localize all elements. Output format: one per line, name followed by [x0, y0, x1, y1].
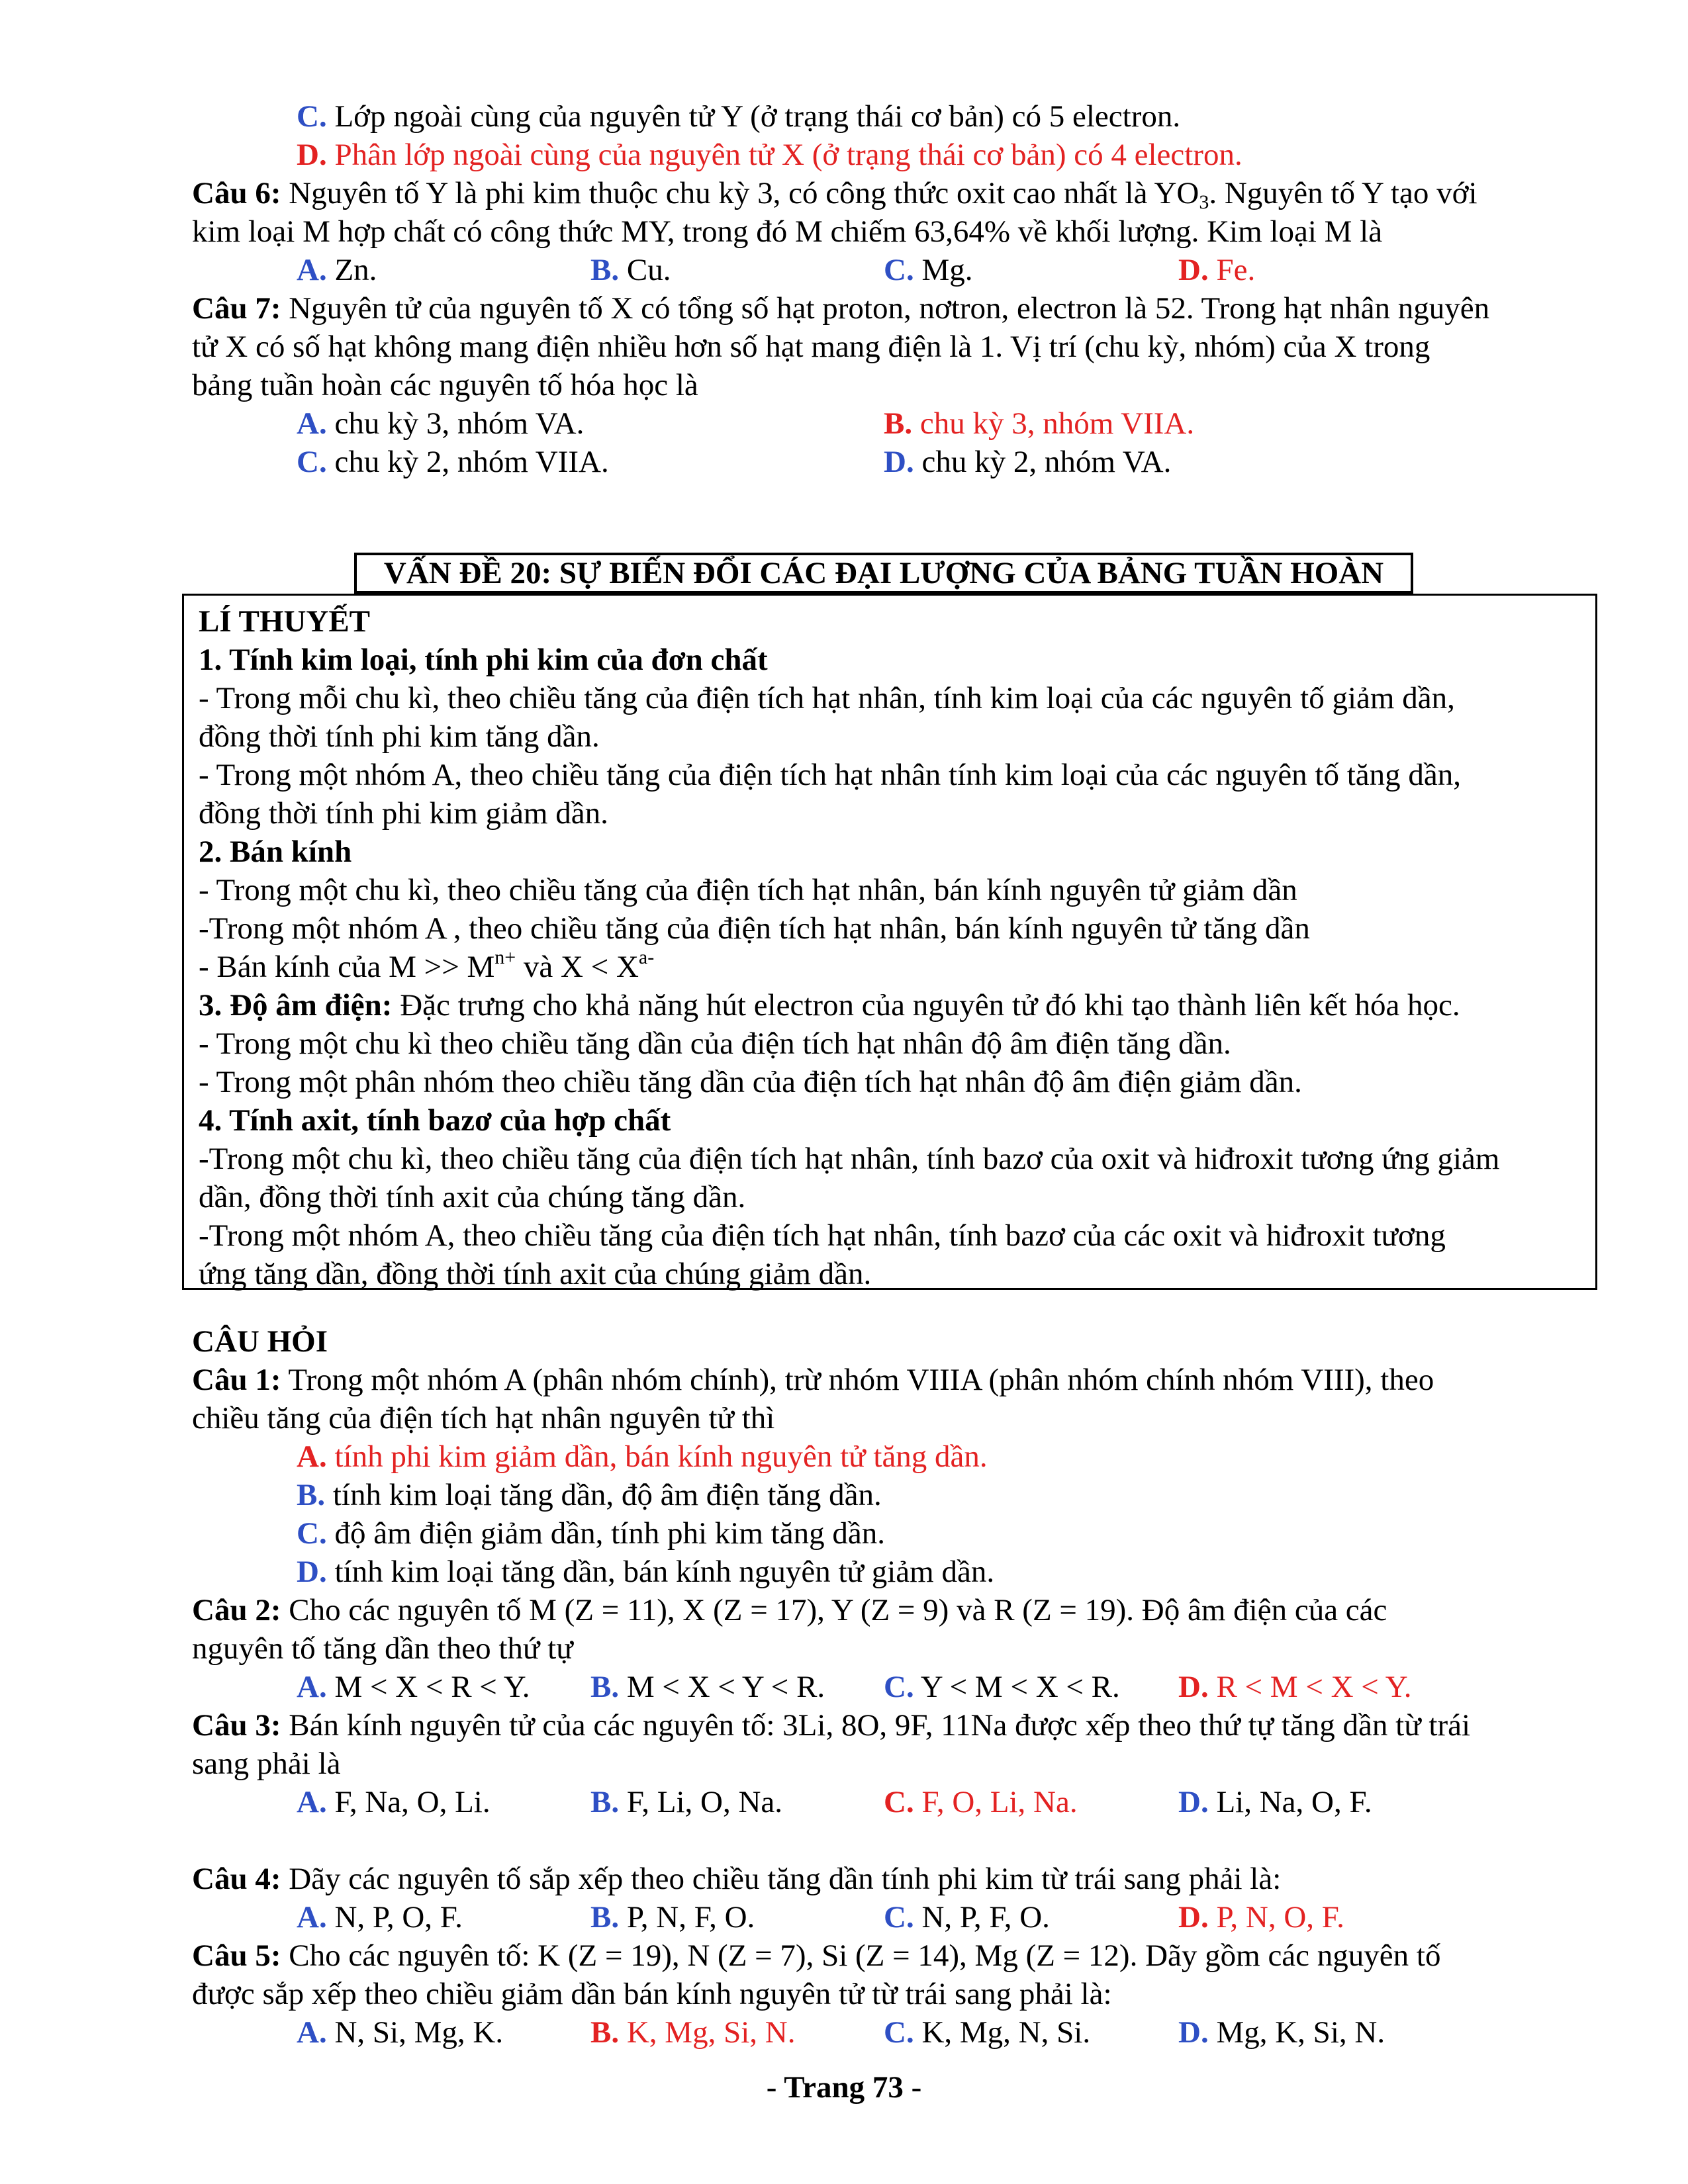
q2-option-c: C. Y < M < X < R.: [884, 1670, 1120, 1704]
theory-h3: 3. Độ âm điện: Đặc trưng cho khả năng hút electron của nguyên tử đó khi tạo thành liên kết hóa học.: [199, 988, 1460, 1023]
q2-option-a: A. M < X < R < Y.: [297, 1670, 530, 1704]
q6-prev-option-a: A. Zn.: [297, 253, 377, 287]
theory-p2c: - Bán kính của $M >> M^{n+}$ và $X < X^{a-}$: [199, 946, 655, 984]
page-footer: - Trang 73 -: [766, 2070, 922, 2105]
q5-prev-option-d: D. Phân lớp ngoài cùng của nguyên tử X (ở trạng thái cơ bản) có 4 electron.: [297, 138, 1243, 172]
q5-option-b: B. K, Mg, Si, N.: [590, 2015, 796, 2050]
q1-option-c: C. độ âm điện giảm dần, tính phi kim tăng dần.: [297, 1516, 885, 1551]
q1-option-b: B. tính kim loại tăng dần, độ âm điện tăng dần.: [297, 1478, 882, 1512]
q3-stem-line2: sang phải là: [192, 1747, 341, 1781]
theory-p4c: -Trong một nhóm A, theo chiều tăng của điện tích hạt nhân, tính bazơ của các oxit và hiđroxit tương: [199, 1218, 1446, 1253]
q1-stem: Câu 1: Trong một nhóm A (phân nhóm chính), trừ nhóm VIIIA (phân nhóm chính nhóm VIII), theo: [192, 1363, 1434, 1397]
q2-stem: Câu 2: Cho các nguyên tố M (Z = 11), X (Z = 17), Y (Z = 9) và R (Z = 19). Độ âm điện của các: [192, 1593, 1387, 1627]
q6-prev-option-c: C. Mg.: [884, 253, 973, 287]
theory-h1: 1. Tính kim loại, tính phi kim của đơn chất: [199, 643, 768, 677]
theory-p1b: đồng thời tính phi kim tăng dần.: [199, 719, 600, 754]
q1-option-a: A. tính phi kim giảm dần, bán kính nguyên tử tăng dần.: [297, 1439, 988, 1474]
q4-option-b: B. P, N, F, O.: [590, 1900, 755, 1934]
questions-heading: CÂU HỎI: [192, 1324, 328, 1359]
q7-prev-stem: Câu 7: Nguyên tử của nguyên tố X có tổng số hạt proton, nơtron, electron là 52. Trong hạt nhân nguyên: [192, 291, 1490, 326]
q1-option-d: D. tính kim loại tăng dần, bán kính nguyên tử giảm dần.: [297, 1555, 995, 1589]
theory-p2b: -Trong một nhóm A , theo chiều tăng của điện tích hạt nhân, bán kính nguyên tử tăng dần: [199, 911, 1310, 946]
q5-stem: Câu 5: Cho các nguyên tố: K (Z = 19), N (Z = 7), Si (Z = 14), Mg (Z = 12). Dãy gồm các nguyên tố: [192, 1938, 1441, 1973]
q7-prev-option-c: C. chu kỳ 2, nhóm VIIA.: [297, 445, 609, 479]
theory-p1c: - Trong một nhóm A, theo chiều tăng của điện tích hạt nhân tính kim loại của các nguyên tố tăng dần,: [199, 758, 1462, 792]
q3-option-a: A. F, Na, O, Li.: [297, 1785, 491, 1819]
theory-heading: LÍ THUYẾT: [199, 604, 371, 639]
q4-option-c: C. N, P, F, O.: [884, 1900, 1050, 1934]
q4-option-a: A. N, P, O, F.: [297, 1900, 463, 1934]
theory-h2: 2. Bán kính: [199, 835, 352, 869]
q5-option-c: C. K, Mg, N, Si.: [884, 2015, 1091, 2050]
q4-option-d: D. P, N, O, F.: [1178, 1900, 1344, 1934]
q5-option-d: D. Mg, K, Si, N.: [1178, 2015, 1385, 2050]
q5-stem-line2: được sắp xếp theo chiều giảm dần bán kính nguyên tử từ trái sang phải là:: [192, 1977, 1112, 2011]
q5-prev-option-c: C. Lớp ngoài cùng của nguyên tử Y (ở trạng thái cơ bản) có 5 electron.: [297, 99, 1181, 134]
q2-option-d: D. R < M < X < Y.: [1178, 1670, 1412, 1704]
q7-prev-option-b: B. chu kỳ 3, nhóm VIIA.: [884, 406, 1195, 441]
q7-prev-option-d: D. chu kỳ 2, nhóm VA.: [884, 445, 1172, 479]
q3-option-d: D. Li, Na, O, F.: [1178, 1785, 1372, 1819]
q2-option-b: B. M < X < Y < R.: [590, 1670, 825, 1704]
q6-prev-stem-line2: kim loại M hợp chất có công thức MY, trong đó M chiếm 63,64% về khối lượng. Kim loại M là: [192, 214, 1383, 249]
q7-prev-option-a: A. chu kỳ 3, nhóm VA.: [297, 406, 585, 441]
theory-p3a: - Trong một chu kì theo chiều tăng dần của điện tích hạt nhân độ âm điện tăng dần.: [199, 1026, 1231, 1061]
theory-p2a: - Trong một chu kì, theo chiều tăng của điện tích hạt nhân, bán kính nguyên tử giảm dần: [199, 873, 1297, 907]
q3-option-b: B. F, Li, O, Na.: [590, 1785, 782, 1819]
theory-p3b: - Trong một phân nhóm theo chiều tăng dần của điện tích hạt nhân độ âm điện giảm dần.: [199, 1065, 1302, 1099]
section-title: VẤN ĐỀ 20: SỰ BIẾN ĐỔI CÁC ĐẠI LƯỢNG CỦA BẢNG TUẦN HOÀN: [383, 556, 1384, 590]
q2-stem-line2: nguyên tố tăng dần theo thứ tự: [192, 1631, 573, 1666]
q1-stem-line2: chiều tăng của điện tích hạt nhân nguyên tử thì: [192, 1401, 775, 1435]
theory-p1d: đồng thời tính phi kim giảm dần.: [199, 796, 608, 831]
q3-stem: Câu 3: Bán kính nguyên tử của các nguyên tố: 3Li, 8O, 9F, 11Na được xếp theo thứ tự tăng dần từ trái: [192, 1708, 1471, 1743]
q5-option-a: A. N, Si, Mg, K.: [297, 2015, 504, 2050]
theory-h4: 4. Tính axit, tính bazơ của hợp chất: [199, 1103, 671, 1138]
theory-p4a: -Trong một chu kì, theo chiều tăng của điện tích hạt nhân, tính bazơ của oxit và hiđroxit tương ứng giảm: [199, 1142, 1500, 1176]
theory-p1a: - Trong mỗi chu kì, theo chiều tăng của điện tích hạt nhân, tính kim loại của các nguyên tố giảm dần,: [199, 681, 1455, 715]
q7-prev-stem-line3: bảng tuần hoàn các nguyên tố hóa học là: [192, 368, 698, 402]
q7-prev-stem-line2: tử X có số hạt không mang điện nhiều hơn số hạt mang điện là 1. Vị trí (chu kỳ, nhóm) của X trong: [192, 330, 1430, 364]
q6-prev-option-d: D. Fe.: [1178, 253, 1256, 287]
q6-prev-option-b: B. Cu.: [590, 253, 671, 287]
theory-p4d: ứng tăng dần, đồng thời tính axit của chúng giảm dần.: [199, 1257, 872, 1291]
theory-p4b: dần, đồng thời tính axit của chúng tăng dần.: [199, 1180, 746, 1214]
q4-stem: Câu 4: Dãy các nguyên tố sắp xếp theo chiều tăng dần tính phi kim từ trái sang phải là:: [192, 1862, 1282, 1896]
q6-prev-stem: Câu 6: Nguyên tố Y là phi kim thuộc chu kỳ 3, có công thức oxit cao nhất là $YO_3$. Nguyên tố Y tạo với: [192, 176, 1477, 213]
q3-option-c: C. F, O, Li, Na.: [884, 1785, 1078, 1819]
